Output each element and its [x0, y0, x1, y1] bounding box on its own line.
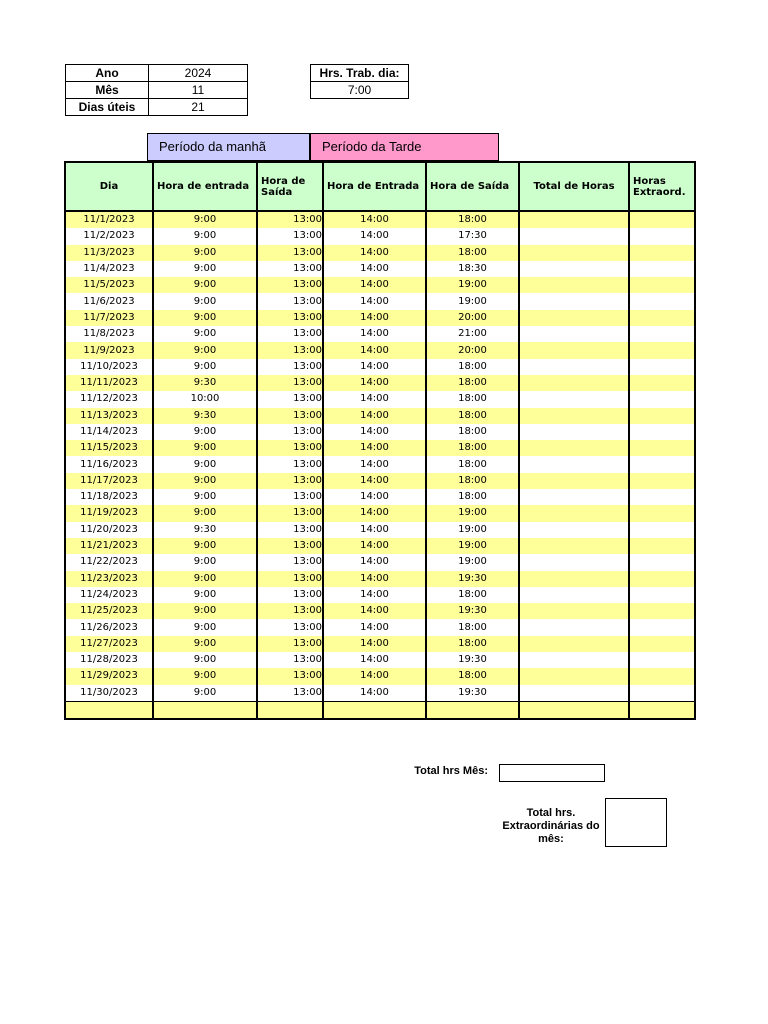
table-row [65, 636, 695, 652]
table-row [65, 310, 695, 326]
ano-label: Ano [66, 65, 149, 82]
total-horas-cell[interactable] [519, 326, 629, 342]
hora-saida-cell[interactable]: 13:00 [257, 619, 323, 635]
total-horas-cell[interactable] [519, 571, 629, 587]
total-horas-cell[interactable] [519, 456, 629, 472]
total-extra-cell[interactable] [605, 798, 667, 847]
dia-cell[interactable]: 11/10/2023 [65, 359, 153, 375]
hrs-trab-label: Hrs. Trab. dia: [311, 65, 409, 82]
hora-saida-cell[interactable]: 13:00 [257, 277, 323, 293]
dias-uteis-value[interactable]: 21 [149, 99, 248, 116]
empty-cell[interactable] [323, 701, 426, 719]
hora-saida-tarde-cell[interactable]: 18:00 [426, 391, 519, 407]
hora-entrada-tarde-cell[interactable]: 14:00 [323, 685, 426, 702]
hora-entrada-tarde-cell[interactable]: 14:00 [323, 261, 426, 277]
hora-entrada-tarde-cell[interactable]: 14:00 [323, 668, 426, 684]
hora-entrada-cell[interactable]: 9:00 [153, 342, 257, 358]
total-mes-label: Total hrs Mês: [414, 765, 488, 777]
hora-entrada-tarde-cell[interactable]: 14:00 [323, 293, 426, 309]
hora-entrada-tarde-cell[interactable]: 14:00 [323, 489, 426, 505]
hora-saida-tarde-cell[interactable]: 18:00 [426, 424, 519, 440]
total-horas-cell[interactable] [519, 424, 629, 440]
col-horas-extra: Horas Extraord. [629, 162, 695, 211]
hora-entrada-cell[interactable]: 9:00 [153, 603, 257, 619]
dia-cell[interactable]: 11/22/2023 [65, 554, 153, 570]
total-horas-cell[interactable] [519, 473, 629, 489]
hora-saida-cell[interactable]: 13:00 [257, 505, 323, 521]
table-row [65, 554, 695, 570]
horas-extra-cell[interactable] [629, 245, 695, 261]
hora-entrada-cell[interactable]: 9:00 [153, 261, 257, 277]
dia-cell[interactable]: 11/26/2023 [65, 619, 153, 635]
dia-cell[interactable]: 11/23/2023 [65, 571, 153, 587]
dia-cell[interactable]: 11/17/2023 [65, 473, 153, 489]
hora-entrada-cell[interactable]: 9:00 [153, 489, 257, 505]
total-horas-cell[interactable] [519, 522, 629, 538]
horas-extra-cell[interactable] [629, 571, 695, 587]
hora-saida-cell[interactable]: 13:00 [257, 456, 323, 472]
hora-entrada-cell[interactable]: 9:30 [153, 408, 257, 424]
hora-saida-tarde-cell[interactable]: 18:00 [426, 473, 519, 489]
dia-cell[interactable]: 11/19/2023 [65, 505, 153, 521]
empty-cell[interactable] [629, 701, 695, 719]
table-row [65, 228, 695, 244]
hora-saida-cell[interactable]: 13:00 [257, 571, 323, 587]
horas-extra-cell[interactable] [629, 603, 695, 619]
total-horas-cell[interactable] [519, 211, 629, 228]
total-horas-cell[interactable] [519, 359, 629, 375]
hora-saida-tarde-cell[interactable]: 18:00 [426, 456, 519, 472]
empty-cell[interactable] [257, 701, 323, 719]
table-row [65, 245, 695, 261]
horas-extra-cell[interactable] [629, 310, 695, 326]
mes-value[interactable]: 11 [149, 82, 248, 99]
dia-cell[interactable]: 11/24/2023 [65, 587, 153, 603]
header-row [65, 162, 695, 211]
dia-cell[interactable]: 11/16/2023 [65, 456, 153, 472]
dia-cell[interactable]: 11/7/2023 [65, 310, 153, 326]
total-mes-cell[interactable] [499, 764, 605, 782]
empty-cell[interactable] [153, 701, 257, 719]
horas-extra-cell[interactable] [629, 424, 695, 440]
total-horas-cell[interactable] [519, 538, 629, 554]
hora-entrada-cell[interactable]: 9:00 [153, 424, 257, 440]
hora-entrada-cell[interactable]: 10:00 [153, 391, 257, 407]
table-row [65, 587, 695, 603]
hora-entrada-tarde-cell[interactable]: 14:00 [323, 424, 426, 440]
hora-entrada-tarde-cell[interactable]: 14:00 [323, 375, 426, 391]
dia-cell[interactable]: 11/5/2023 [65, 277, 153, 293]
horas-extra-cell[interactable] [629, 408, 695, 424]
table-row [65, 652, 695, 668]
dia-cell[interactable]: 11/4/2023 [65, 261, 153, 277]
total-horas-cell[interactable] [519, 587, 629, 603]
hora-entrada-tarde-cell[interactable]: 14:00 [323, 277, 426, 293]
horas-extra-cell[interactable] [629, 359, 695, 375]
hora-entrada-cell[interactable]: 9:00 [153, 456, 257, 472]
total-horas-cell[interactable] [519, 668, 629, 684]
hora-entrada-tarde-cell[interactable]: 14:00 [323, 342, 426, 358]
hora-saida-cell[interactable]: 13:00 [257, 375, 323, 391]
hora-entrada-tarde-cell[interactable]: 14:00 [323, 245, 426, 261]
table-row [65, 668, 695, 684]
periodo-manha-header: Período da manhã [147, 133, 310, 161]
hora-entrada-cell[interactable]: 9:00 [153, 668, 257, 684]
hours-per-day-table [310, 64, 409, 99]
horas-extra-cell[interactable] [629, 293, 695, 309]
hora-entrada-tarde-cell[interactable]: 14:00 [323, 326, 426, 342]
hora-saida-cell[interactable]: 13:00 [257, 473, 323, 489]
hora-entrada-cell[interactable]: 9:00 [153, 228, 257, 244]
horas-extra-cell[interactable] [629, 211, 695, 228]
hora-saida-cell[interactable]: 13:00 [257, 310, 323, 326]
hora-saida-cell[interactable]: 13:00 [257, 652, 323, 668]
dia-cell[interactable]: 11/20/2023 [65, 522, 153, 538]
hora-saida-cell[interactable]: 13:00 [257, 538, 323, 554]
hora-entrada-cell[interactable]: 9:30 [153, 522, 257, 538]
hora-entrada-tarde-cell[interactable]: 14:00 [323, 228, 426, 244]
table-row [65, 211, 695, 228]
col-hora-entrada: Hora de entrada [153, 162, 257, 211]
total-horas-cell[interactable] [519, 408, 629, 424]
total-horas-cell[interactable] [519, 261, 629, 277]
hora-saida-tarde-cell[interactable]: 19:00 [426, 538, 519, 554]
mes-label: Mês [66, 82, 149, 99]
hora-entrada-tarde-cell[interactable]: 14:00 [323, 619, 426, 635]
hora-saida-cell[interactable]: 13:00 [257, 408, 323, 424]
hora-entrada-tarde-cell[interactable]: 14:00 [323, 473, 426, 489]
table-row [65, 538, 695, 554]
hora-saida-tarde-cell[interactable]: 21:00 [426, 326, 519, 342]
hora-saida-tarde-cell[interactable]: 18:00 [426, 636, 519, 652]
hora-entrada-cell[interactable]: 9:00 [153, 473, 257, 489]
hora-entrada-cell[interactable]: 9:00 [153, 440, 257, 456]
col-hora-entrada-tarde: Hora de Entrada [323, 162, 426, 211]
hora-entrada-tarde-cell[interactable]: 14:00 [323, 408, 426, 424]
hora-entrada-cell[interactable]: 9:00 [153, 326, 257, 342]
hora-entrada-cell[interactable]: 9:00 [153, 293, 257, 309]
horas-extra-cell[interactable] [629, 685, 695, 702]
total-horas-cell[interactable] [519, 505, 629, 521]
hora-saida-tarde-cell[interactable]: 19:30 [426, 571, 519, 587]
horas-extra-cell[interactable] [629, 489, 695, 505]
hora-saida-cell[interactable]: 13:00 [257, 685, 323, 702]
col-hora-saida-tarde: Hora de Saída [426, 162, 519, 211]
hora-saida-tarde-cell[interactable]: 18:00 [426, 668, 519, 684]
table-row [65, 359, 695, 375]
total-horas-cell[interactable] [519, 619, 629, 635]
dia-cell[interactable]: 11/3/2023 [65, 245, 153, 261]
empty-cell[interactable] [426, 701, 519, 719]
hora-entrada-cell[interactable]: 9:00 [153, 554, 257, 570]
hora-entrada-tarde-cell[interactable]: 14:00 [323, 522, 426, 538]
hora-entrada-cell[interactable]: 9:30 [153, 375, 257, 391]
horas-extra-cell[interactable] [629, 473, 695, 489]
total-horas-cell[interactable] [519, 342, 629, 358]
hora-saida-tarde-cell[interactable]: 18:00 [426, 359, 519, 375]
hora-saida-tarde-cell[interactable]: 18:00 [426, 489, 519, 505]
dia-cell[interactable]: 11/12/2023 [65, 391, 153, 407]
horas-extra-cell[interactable] [629, 636, 695, 652]
table-row [65, 408, 695, 424]
hora-entrada-tarde-cell[interactable]: 14:00 [323, 538, 426, 554]
ano-value[interactable]: 2024 [149, 65, 248, 82]
dia-cell[interactable]: 11/25/2023 [65, 603, 153, 619]
hora-entrada-cell[interactable]: 9:00 [153, 505, 257, 521]
horas-extra-cell[interactable] [629, 261, 695, 277]
hora-saida-cell[interactable]: 13:00 [257, 554, 323, 570]
hora-saida-cell[interactable]: 13:00 [257, 211, 323, 228]
hora-entrada-cell[interactable]: 9:00 [153, 587, 257, 603]
table-row [65, 473, 695, 489]
hora-entrada-tarde-cell[interactable]: 14:00 [323, 391, 426, 407]
horas-extra-cell[interactable] [629, 456, 695, 472]
hora-saida-cell[interactable]: 13:00 [257, 391, 323, 407]
hora-saida-tarde-cell[interactable]: 19:00 [426, 522, 519, 538]
hora-entrada-tarde-cell[interactable]: 14:00 [323, 456, 426, 472]
hora-saida-tarde-cell[interactable]: 19:00 [426, 277, 519, 293]
hora-entrada-cell[interactable]: 9:00 [153, 277, 257, 293]
dia-cell[interactable]: 11/11/2023 [65, 375, 153, 391]
table-row-empty [65, 701, 695, 719]
hora-saida-tarde-cell[interactable]: 20:00 [426, 342, 519, 358]
hora-entrada-cell[interactable]: 9:00 [153, 245, 257, 261]
hora-saida-tarde-cell[interactable]: 18:00 [426, 440, 519, 456]
hora-entrada-cell[interactable]: 9:00 [153, 310, 257, 326]
horas-extra-cell[interactable] [629, 440, 695, 456]
timesheet-table [64, 161, 696, 720]
dia-cell[interactable]: 11/15/2023 [65, 440, 153, 456]
hora-entrada-cell[interactable]: 9:00 [153, 211, 257, 228]
table-row [65, 375, 695, 391]
hora-saida-tarde-cell[interactable]: 19:30 [426, 652, 519, 668]
total-horas-cell[interactable] [519, 685, 629, 702]
total-horas-cell[interactable] [519, 554, 629, 570]
total-extra-label: Total hrs. Extraordinárias do mês: [502, 807, 600, 845]
hora-saida-tarde-cell[interactable]: 18:00 [426, 619, 519, 635]
hora-entrada-cell[interactable]: 9:00 [153, 652, 257, 668]
empty-cell[interactable] [65, 701, 153, 719]
hora-saida-cell[interactable]: 13:00 [257, 440, 323, 456]
hora-entrada-tarde-cell[interactable]: 14:00 [323, 310, 426, 326]
dia-cell[interactable]: 11/14/2023 [65, 424, 153, 440]
horas-extra-cell[interactable] [629, 538, 695, 554]
hora-saida-cell[interactable]: 13:00 [257, 342, 323, 358]
hora-entrada-cell[interactable]: 9:00 [153, 636, 257, 652]
hora-entrada-tarde-cell[interactable]: 14:00 [323, 636, 426, 652]
hora-entrada-tarde-cell[interactable]: 14:00 [323, 587, 426, 603]
hora-entrada-tarde-cell[interactable]: 14:00 [323, 571, 426, 587]
hora-entrada-cell[interactable]: 9:00 [153, 685, 257, 702]
hrs-trab-value[interactable]: 7:00 [311, 82, 409, 99]
hora-saida-tarde-cell[interactable]: 18:30 [426, 261, 519, 277]
horas-extra-cell[interactable] [629, 619, 695, 635]
dia-cell[interactable]: 11/8/2023 [65, 326, 153, 342]
hora-entrada-tarde-cell[interactable]: 14:00 [323, 554, 426, 570]
hora-saida-cell[interactable]: 13:00 [257, 636, 323, 652]
dia-cell[interactable]: 11/1/2023 [65, 211, 153, 228]
hora-saida-cell[interactable]: 13:00 [257, 261, 323, 277]
hora-saida-cell[interactable]: 13:00 [257, 326, 323, 342]
hora-entrada-cell[interactable]: 9:00 [153, 538, 257, 554]
hora-entrada-tarde-cell[interactable]: 14:00 [323, 211, 426, 228]
horas-extra-cell[interactable] [629, 391, 695, 407]
horas-extra-cell[interactable] [629, 342, 695, 358]
hora-saida-tarde-cell[interactable]: 18:00 [426, 408, 519, 424]
hora-saida-cell[interactable]: 13:00 [257, 522, 323, 538]
dia-cell[interactable]: 11/9/2023 [65, 342, 153, 358]
horas-extra-cell[interactable] [629, 277, 695, 293]
dia-cell[interactable]: 11/13/2023 [65, 408, 153, 424]
hora-saida-tarde-cell[interactable]: 19:30 [426, 603, 519, 619]
horas-extra-cell[interactable] [629, 587, 695, 603]
horas-extra-cell[interactable] [629, 522, 695, 538]
total-horas-cell[interactable] [519, 277, 629, 293]
horas-extra-cell[interactable] [629, 375, 695, 391]
dia-cell[interactable]: 11/18/2023 [65, 489, 153, 505]
periodo-tarde-header: Período da Tarde [310, 133, 499, 161]
total-horas-cell[interactable] [519, 375, 629, 391]
table-row [65, 261, 695, 277]
dias-uteis-label: Dias úteis [66, 99, 149, 116]
hora-entrada-tarde-cell[interactable]: 14:00 [323, 359, 426, 375]
empty-cell[interactable] [519, 701, 629, 719]
horas-extra-cell[interactable] [629, 554, 695, 570]
hora-saida-tarde-cell[interactable]: 18:00 [426, 375, 519, 391]
hora-saida-tarde-cell[interactable]: 19:00 [426, 505, 519, 521]
dia-cell[interactable]: 11/27/2023 [65, 636, 153, 652]
table-row [65, 326, 695, 342]
table-row [65, 277, 695, 293]
table-row [65, 391, 695, 407]
col-total-horas: Total de Horas [519, 162, 629, 211]
hora-saida-cell[interactable]: 13:00 [257, 293, 323, 309]
col-dia: Dia [65, 162, 153, 211]
table-row [65, 603, 695, 619]
hora-saida-tarde-cell[interactable]: 19:00 [426, 293, 519, 309]
table-row [65, 505, 695, 521]
total-horas-cell[interactable] [519, 652, 629, 668]
hora-saida-tarde-cell[interactable]: 20:00 [426, 310, 519, 326]
dia-cell[interactable]: 11/2/2023 [65, 228, 153, 244]
table-row [65, 293, 695, 309]
table-row [65, 522, 695, 538]
hora-saida-tarde-cell[interactable]: 18:00 [426, 245, 519, 261]
table-row [65, 571, 695, 587]
total-horas-cell[interactable] [519, 228, 629, 244]
horas-extra-cell[interactable] [629, 652, 695, 668]
hora-saida-tarde-cell[interactable]: 17:30 [426, 228, 519, 244]
hora-saida-tarde-cell[interactable]: 18:00 [426, 211, 519, 228]
dia-cell[interactable]: 11/6/2023 [65, 293, 153, 309]
col-hora-saida: Hora de Saída [257, 162, 323, 211]
hora-entrada-cell[interactable]: 9:00 [153, 619, 257, 635]
table-row [65, 456, 695, 472]
table-row [65, 685, 695, 702]
table-row [65, 440, 695, 456]
horas-extra-cell[interactable] [629, 326, 695, 342]
hora-saida-tarde-cell[interactable]: 19:00 [426, 554, 519, 570]
hora-saida-cell[interactable]: 13:00 [257, 359, 323, 375]
horas-extra-cell[interactable] [629, 668, 695, 684]
hora-saida-cell[interactable]: 13:00 [257, 668, 323, 684]
hora-saida-cell[interactable]: 13:00 [257, 245, 323, 261]
hora-saida-cell[interactable]: 13:00 [257, 603, 323, 619]
total-horas-cell[interactable] [519, 603, 629, 619]
hora-entrada-tarde-cell[interactable]: 14:00 [323, 603, 426, 619]
hora-saida-cell[interactable]: 13:00 [257, 228, 323, 244]
hora-saida-cell[interactable]: 13:00 [257, 587, 323, 603]
info-table [65, 64, 248, 116]
table-row [65, 424, 695, 440]
dia-cell[interactable]: 11/30/2023 [65, 685, 153, 702]
hora-saida-tarde-cell[interactable]: 19:30 [426, 685, 519, 702]
dia-cell[interactable]: 11/29/2023 [65, 668, 153, 684]
hora-entrada-cell[interactable]: 9:00 [153, 571, 257, 587]
hora-entrada-tarde-cell[interactable]: 14:00 [323, 652, 426, 668]
horas-extra-cell[interactable] [629, 505, 695, 521]
horas-extra-cell[interactable] [629, 228, 695, 244]
hora-entrada-tarde-cell[interactable]: 14:00 [323, 505, 426, 521]
hora-entrada-cell[interactable]: 9:00 [153, 359, 257, 375]
table-row [65, 342, 695, 358]
total-horas-cell[interactable] [519, 391, 629, 407]
table-row [65, 489, 695, 505]
hora-saida-cell[interactable]: 13:00 [257, 489, 323, 505]
dia-cell[interactable]: 11/28/2023 [65, 652, 153, 668]
dia-cell[interactable]: 11/21/2023 [65, 538, 153, 554]
table-row [65, 619, 695, 635]
total-horas-cell[interactable] [519, 293, 629, 309]
total-horas-cell[interactable] [519, 310, 629, 326]
hora-entrada-tarde-cell[interactable]: 14:00 [323, 440, 426, 456]
total-horas-cell[interactable] [519, 489, 629, 505]
hora-saida-tarde-cell[interactable]: 18:00 [426, 587, 519, 603]
hora-saida-cell[interactable]: 13:00 [257, 424, 323, 440]
total-horas-cell[interactable] [519, 440, 629, 456]
total-horas-cell[interactable] [519, 245, 629, 261]
total-horas-cell[interactable] [519, 636, 629, 652]
